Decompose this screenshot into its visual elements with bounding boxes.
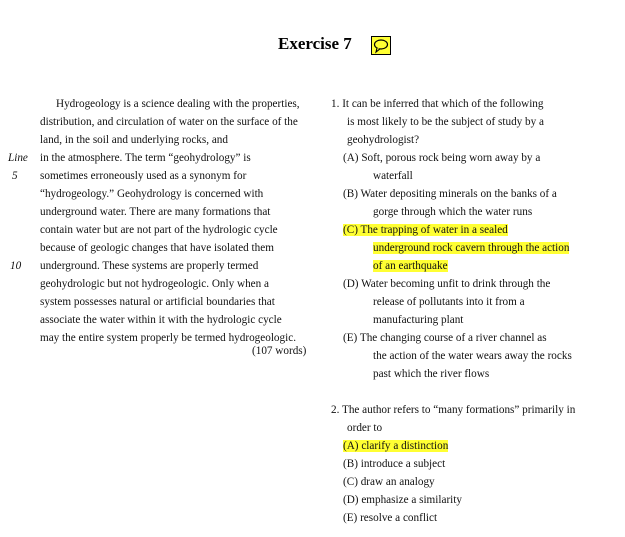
q2-option-e[interactable]: (E) resolve a conflict	[343, 512, 438, 524]
passage-line: 5 sometimes erroneously used as a synonym for	[40, 167, 312, 185]
passage-line: may the entire system properly be termed hydrogeologic.	[40, 332, 296, 344]
q1-option-d[interactable]: (D) Water becoming unfit to drink through the release of pollutants into it from a manufacturing plant	[343, 278, 551, 326]
passage-line: because of geologic changes that have isolated them	[40, 242, 274, 254]
word-count: (107 words)	[252, 345, 307, 357]
passage-line: Line in the atmosphere. The term “geohydrology” is	[40, 149, 312, 167]
page-title: Exercise 7	[278, 34, 352, 53]
q2-option-a[interactable]	[331, 437, 616, 455]
q1-option-e[interactable]: (E) The changing course of a river channel as the action of the water wears away the rocks past which the river flows	[343, 332, 572, 380]
passage-line: land, in the soil and underlying rocks, and	[40, 134, 228, 146]
highlighted-answer: (C) The trapping of water in a sealed	[343, 224, 508, 236]
passage-line: “hydrogeology.” Geohydrology is concerned with	[40, 188, 264, 200]
passage-line: associate the water within it with the hydrologic cycle	[40, 314, 282, 326]
passage-line: geohydrologic but not hydrogeologic. Only when a	[40, 278, 269, 290]
passage-line: underground water. There are many formations that	[40, 206, 271, 218]
passage-line: 10 underground. These systems are properly termed	[40, 257, 312, 275]
speech-bubble-note-icon[interactable]	[371, 36, 391, 55]
reading-passage	[8, 95, 312, 347]
question-1-stem: 1. It can be inferred that which of the following is most likely to be the subject of study by a geohydrologist?	[331, 98, 544, 146]
q2-option-b[interactable]: (B) introduce a subject	[343, 458, 446, 470]
q2-option-c[interactable]: (C) draw an analogy	[343, 476, 435, 488]
q2-option-d[interactable]: (D) emphasize a similarity	[343, 494, 462, 506]
line-label: Line	[8, 152, 28, 164]
line-number-5: 5	[12, 170, 18, 182]
line-number-10: 10	[10, 260, 22, 272]
q1-option-b[interactable]: (B) Water depositing minerals on the banks of a gorge through which the water runs	[343, 188, 557, 218]
passage-line: contain water but are not part of the hydrologic cycle	[40, 224, 278, 236]
q1-option-c[interactable]: (C) The trapping of water in a sealed underground rock cavern through the action of an earthquake	[343, 224, 570, 272]
passage-line: distribution, and circulation of water on the surface of the	[40, 116, 298, 128]
passage-line: Hydrogeology is a science dealing with the properties,	[56, 98, 300, 110]
passage-line: system possesses natural or artificial boundaries that	[40, 296, 275, 308]
highlighted-answer: (A) clarify a distinction	[343, 440, 449, 452]
question-list	[331, 95, 616, 527]
question-2-stem: 2. The author refers to “many formations” primarily in order to	[331, 404, 576, 434]
q1-option-a[interactable]: (A) Soft, porous rock being worn away by a waterfall	[343, 152, 541, 182]
